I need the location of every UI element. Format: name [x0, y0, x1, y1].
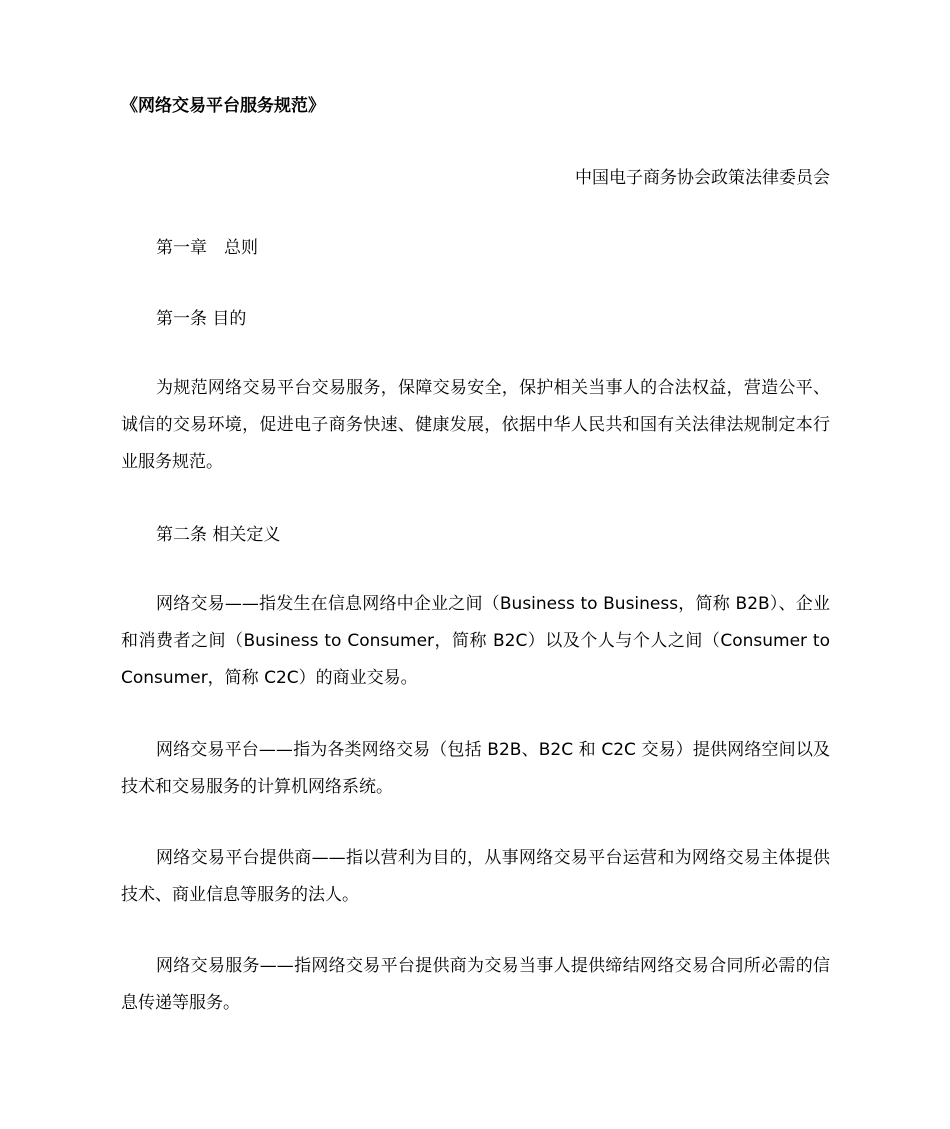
- issuing-organization: 中国电子商务协会政策法律委员会: [575, 168, 830, 188]
- definition-platform-provider: 网络交易平台提供商——指以营利为目的，从事网络交易平台运营和为网络交易主体提供技术、商业信息等服务的法人。: [121, 848, 830, 905]
- definition-transaction-platform: 网络交易平台——指为各类网络交易（包括 B2B、B2C 和 C2C 交易）提供网络空间以及技术和交易服务的计算机网络系统。: [121, 740, 830, 797]
- chapter-heading: [156, 235, 258, 261]
- article-1-text: 为规范网络交易平台交易服务，保障交易安全，保护相关当事人的合法权益，营造公平、诚信的交易环境，促进电子商务快速、健康发展，依据中华人民共和国有关法律法规制定本行业服务规范。: [121, 378, 830, 472]
- definition-network-transaction: 网络交易——指发生在信息网络中企业之间（Business to Business，简称 B2B）、企业和消费者之间（Business to Consumer，简称 B2C）以及个人与个人之间（Consumer to Consumer，简称 C2C）的商业交易。: [121, 594, 830, 688]
- document-title: 《网络交易平台服务规范》: [121, 96, 325, 116]
- article-1-heading: 第一条 目的: [156, 309, 247, 329]
- definition-transaction-service: 网络交易服务——指网络交易平台提供商为交易当事人提供缔结网络交易合同所必需的信息传递等服务。: [121, 956, 830, 1013]
- article-2-heading: 第二条 相关定义: [156, 525, 281, 545]
- chapter-number: 第一章: [156, 238, 207, 258]
- chapter-name: 总则: [224, 238, 258, 258]
